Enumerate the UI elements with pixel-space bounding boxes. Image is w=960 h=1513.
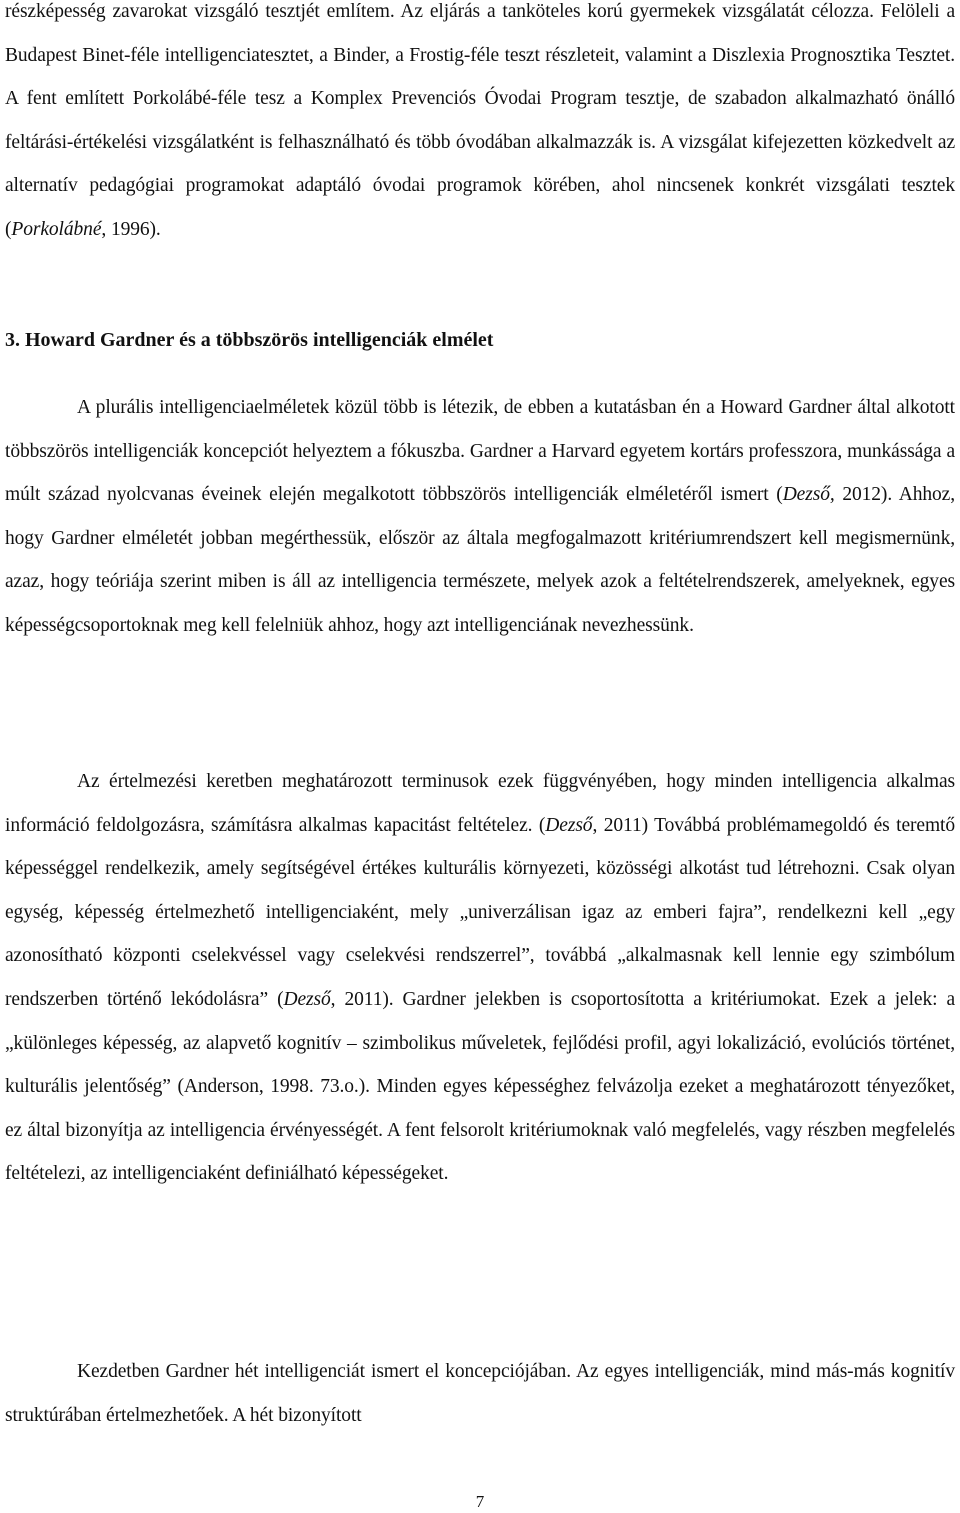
paragraph-text: , 2011) Továbbá problémamegoldó és teremtő képességgel rendelkezik, amely segítségével értékes kulturális környezeti, közösségi alkotást tud létrehozni. Csak olyan egység, képesség értelmezhető intelligenciaként, mely „univerzálisan igaz az emberi fajra”, rendelkezni kell „egy azonosítható központi cselekvéssel vagy cselekvési rendszerrel”, továbbá „alkalmasnak kell lennie egy szimbólum rendszerben történő lekódolásra” (: [5, 814, 955, 1010]
citation-author: Dezső,: [782, 484, 835, 506]
paragraph-seven-intelligences: [5, 1350, 955, 1437]
paragraph-text: Kezdetben Gardner hét intelligenciát ismert el koncepciójában. Az egyes intelligenciák, mind más-más kognitív struktúrában értelmezhetőek. A hét bizonyított: [5, 1361, 955, 1426]
paragraph-text: , 2011). Gardner jelekben is csoportosította a kritériumokat. Ezek a jelek: a „különleges képesség, az alapvető kognitív – szimbolikus műveletek, fejlődési profil, agyi lokalizáció, evolúciós történet, kulturális jelentőség” (Anderson, 1998. 73.o.). Minden egyes képességhez felvázolja ezeket a meghatározott tényezőket, ez által bizonyítja az intelligencia érvényességét. A fent felsorolt kritériumoknak való megfelelés, vagy részben megfelelés feltételezi, az intelligenciaként definiálható képességeket.: [5, 988, 956, 1185]
paragraph-text: A plurális intelligenciaelméletek közül több is létezik, de ebben a kutatásban én a Howard Gardner által alkotott többszörös intelligenciák koncepciót helyeztem a fókuszba. Gardner a Harvard egyetem kortárs professzora, munkássága a múlt század nyolcvanas éveinek elején megalkotott többszörös intelligenciák elméletéről ismert (: [5, 397, 955, 506]
paragraph-interpretive-framework: [5, 760, 955, 1196]
paragraph-text: 2012). Ahhoz, hogy Gardner elméletét jobban megérthessük, először az általa megfogalmazott kritériumrendszert kell megismernünk, azaz, hogy teóriája szerint miben is áll az intelligencia természete, melyek azok a feltételrendszerek, amelyeknek, egyes képességcsoportoknak meg kell felelniük ahhoz, hogy azt intelligenciának nevezhessünk.: [5, 484, 955, 636]
citation-author: Porkolábné: [11, 218, 102, 240]
paragraph-text: Az értelmezési keretben meghatározott terminusok ezek függvényében, hogy minden intelligencia alkalmas információ feldolgozásra, számításra alkalmas kapacitást feltételez. (: [5, 771, 955, 836]
paragraph-text: , 1996).: [101, 218, 161, 240]
paragraph-porkolab-test: [5, 0, 955, 252]
citation-author: Dezső: [545, 814, 593, 836]
paragraph-text: részképesség zavarokat vizsgáló tesztjét említem. Az eljárás a tanköteles korú gyermekek vizsgálatát célozza. Felöleli a Budapest Binet-féle intelligenciatesztet, a Binder, a Frostig-féle teszt részleteit, valamint a Diszlexia Prognosztika Tesztet. A fent említett Porkolábé-féle tesz a Komplex Prevenciós Óvodai Program tesztje, de szabadon alkalmazható önálló feltárási-értékelési vizsgálatként is felhasználható és több óvodában alkalmazzák is. A vizsgálat kifejezetten közkedvelt az alternatív pedagógiai programokat adaptáló óvodai programok körében, ahol nincsenek konkrét vizsgálati tesztek (: [5, 1, 955, 240]
citation-author: Dezső: [283, 988, 331, 1010]
section-heading: 3. Howard Gardner és a többszörös intelligenciák elmélet: [5, 329, 494, 351]
page-number: 7: [475, 1492, 485, 1511]
paragraph-plural-intelligence: [5, 386, 955, 648]
